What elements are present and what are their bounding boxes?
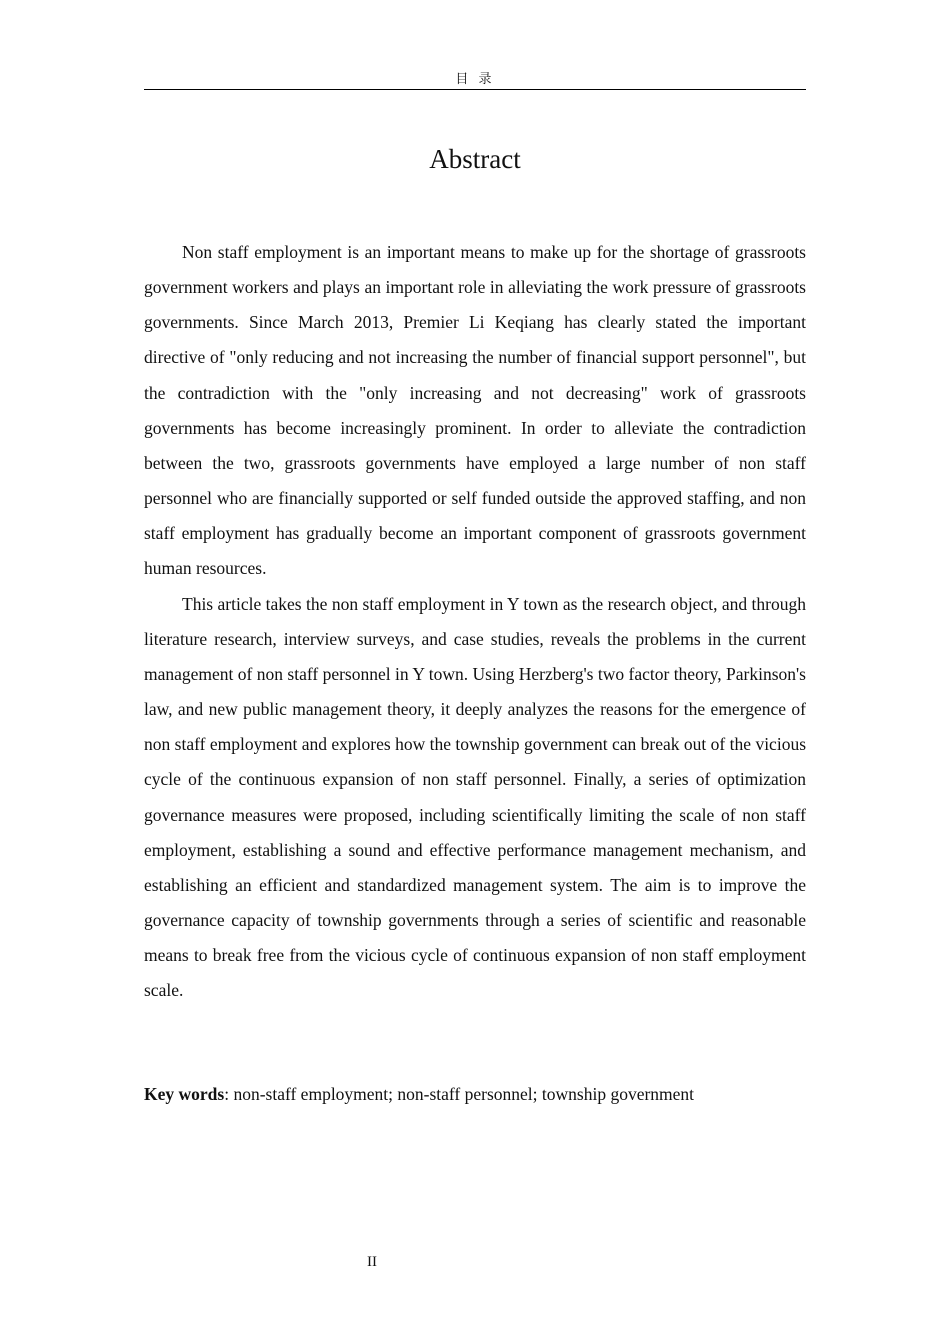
running-header <box>144 70 806 90</box>
abstract-title: Abstract <box>429 144 521 174</box>
abstract-paragraph: This article takes the non staff employment in Y town as the research object, and through literature research, interview surveys, and case studies, reveals the problems in the current management of non staff personnel in Y town. Using Herzberg's two factor theory, Parkinson's law, and new public management theory, it deeply analyzes the reasons for the emergence of non staff employment and explores how the township government can break out of the vicious cycle of the continuous expansion of non staff personnel. Finally, a series of optimization governance measures were proposed, including scientifically limiting the scale of non staff employment, establishing a sound and effective performance management mechanism, and establishing an efficient and standardized management system. The aim is to improve the governance capacity of township governments through a series of scientific and reasonable means to break free from the vicious cycle of continuous expansion of non staff employment scale. <box>144 593 806 1001</box>
running-header-title: 目 录 <box>455 72 495 87</box>
keywords-line <box>144 1077 806 1112</box>
keywords-separator: : <box>224 1084 234 1104</box>
abstract-body <box>144 235 806 1008</box>
abstract-paragraph: Non staff employment is an important means to make up for the shortage of grassroots government workers and plays an important role in alleviating the work pressure of grassroots governments. Since March 2013, Premier Li Keqiang has clearly stated the important directive of "only reducing and not increasing the number of financial support personnel", but the contradiction with the "only increasing and not decreasing" work of grassroots governments has become increasingly prominent. In order to alleviate the contradiction between the two, grassroots governments have employed a large number of non staff personnel who are financially supported or self funded outside the approved staffing, and non staff employment has gradually become an important component of grassroots government human resources. <box>144 242 806 579</box>
keywords-value: non-staff employment; non-staff personnel; township government <box>233 1084 695 1104</box>
keywords-label: Key words <box>144 1084 225 1104</box>
page-number: II <box>367 1254 377 1270</box>
